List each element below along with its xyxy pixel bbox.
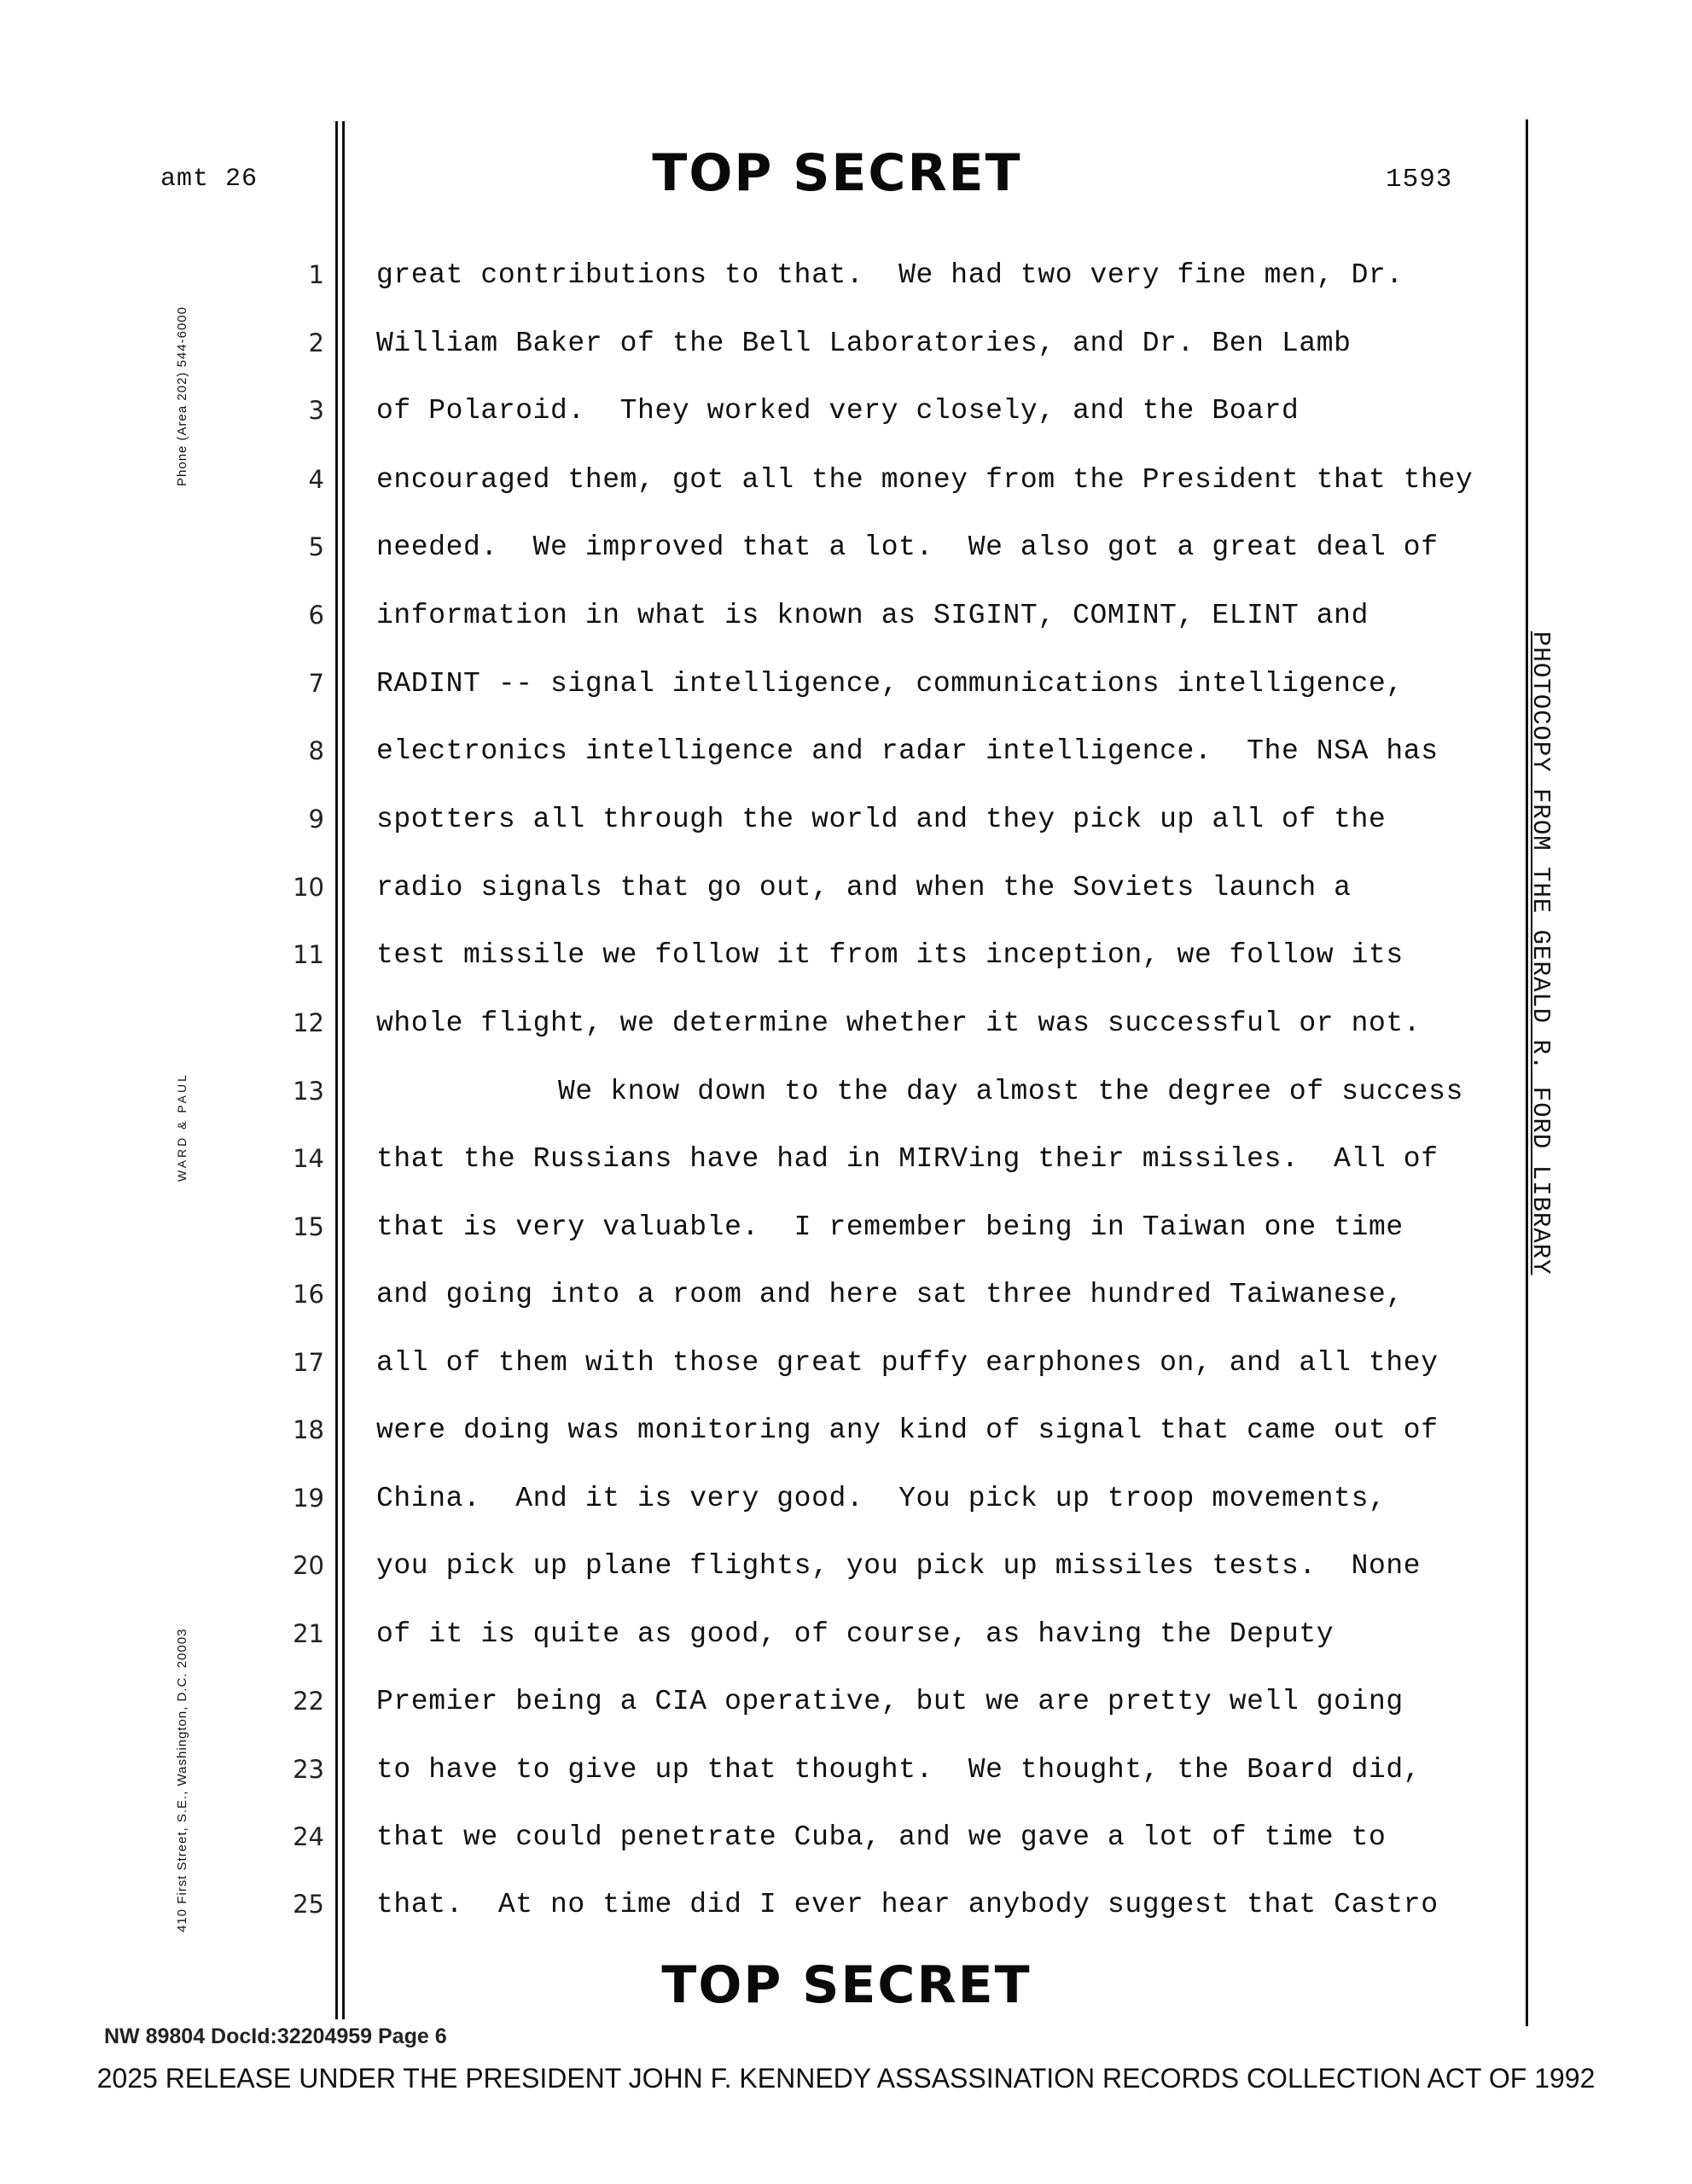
line-number: 14	[293, 1144, 324, 1173]
line-number: 4	[308, 465, 324, 494]
line-number: 7	[308, 669, 324, 698]
transcript-line: you pick up plane flights, you pick up missiles tests. None	[376, 1550, 1422, 1582]
transcript-line: that. At no time did I ever hear anybody suggest that Castro	[376, 1889, 1439, 1920]
transcript-line: RADINT -- signal intelligence, communications intelligence,	[376, 668, 1404, 700]
line-number: 15	[293, 1212, 324, 1241]
line-number: 10	[293, 873, 324, 902]
top-secret-stamp-top: TOP SECRET	[652, 143, 1022, 203]
line-number: 11	[293, 940, 324, 969]
transcript-line: great contributions to that. We had two very fine men, Dr.	[376, 259, 1404, 291]
line-number: 24	[293, 1822, 324, 1851]
transcript-line: electronics intelligence and radar intelligence. The NSA has	[376, 735, 1439, 767]
line-number: 6	[308, 601, 324, 630]
document-id: NW 89804 DocId:32204959 Page 6	[104, 2024, 447, 2048]
transcript-line: China. And it is very good. You pick up troop movements,	[376, 1483, 1387, 1514]
transcript-line: of it is quite as good, of course, as having the Deputy	[376, 1618, 1334, 1650]
line-number: 13	[293, 1077, 324, 1106]
sheet-id: amt 26	[160, 165, 259, 194]
transcript-line: radio signals that go out, and when the Soviets launch a	[376, 872, 1352, 903]
line-number: 3	[308, 396, 324, 425]
line-number: 22	[293, 1687, 324, 1716]
margin-address: 410 First Street, S.E., Washington, D.C. 20003	[175, 1628, 189, 1932]
line-number: 12	[293, 1008, 324, 1037]
release-notice: 2025 RELEASE UNDER THE PRESIDENT JOHN F. KENNEDY ASSASSINATION RECORDS COLLECTION ACT OF 1992	[96, 2063, 1596, 2094]
margin-double-rule-inner	[342, 121, 345, 2019]
transcript-line: We know down to the day almost the degree of success	[558, 1076, 1463, 1107]
line-number: 18	[293, 1415, 324, 1444]
transcript-line: whole flight, we determine whether it was successful or not.	[376, 1008, 1422, 1039]
transcript-line: needed. We improved that a lot. We also got a great deal of	[376, 531, 1439, 563]
transcript-line: of Polaroid. They worked very closely, and the Board	[376, 395, 1300, 427]
transcript-line: Premier being a CIA operative, but we are pretty well going	[376, 1686, 1404, 1717]
transcript-line: William Baker of the Bell Laboratories, and Dr. Ben Lamb	[376, 328, 1352, 359]
line-number: 23	[293, 1755, 324, 1784]
line-number: 25	[293, 1890, 324, 1919]
transcript-line: test missile we follow it from its inception, we follow its	[376, 939, 1404, 971]
margin-firm-name: WARD & PAUL	[175, 1072, 189, 1182]
transcript-line: all of them with those great puffy earphones on, and all they	[376, 1347, 1439, 1379]
line-number: 2	[308, 328, 324, 357]
transcript-line: that is very valuable. I remember being in Taiwan one time	[376, 1211, 1404, 1243]
line-number: 5	[308, 532, 324, 561]
library-credit: PHOTOCOPY FROM THE GERALD R. FORD LIBRARY	[1526, 631, 1555, 1275]
transcript-line: and going into a room and here sat three hundred Taiwanese,	[376, 1279, 1404, 1310]
margin-phone: Phone (Area 202) 544-6000	[175, 306, 189, 486]
line-number: 19	[293, 1484, 324, 1513]
line-number: 9	[308, 804, 324, 834]
page-number: 1593	[1386, 165, 1453, 195]
transcript-line: spotters all through the world and they pick up all of the	[376, 804, 1387, 835]
top-secret-stamp-bottom: TOP SECRET	[661, 1955, 1032, 2015]
line-number: 17	[293, 1348, 324, 1377]
margin-double-rule-outer	[335, 121, 338, 2019]
line-number: 8	[308, 736, 324, 765]
transcript-line: that we could penetrate Cuba, and we gave a lot of time to	[376, 1821, 1387, 1853]
line-number: 21	[293, 1619, 324, 1648]
line-number: 16	[293, 1280, 324, 1309]
transcript-line: that the Russians have had in MIRVing their missiles. All of	[376, 1143, 1439, 1175]
transcript-line: encouraged them, got all the money from the President that they	[376, 464, 1474, 496]
transcript-line: were doing was monitoring any kind of signal that came out of	[376, 1414, 1439, 1446]
line-number: 1	[308, 260, 324, 289]
transcript-line: to have to give up that thought. We thought, the Board did,	[376, 1754, 1422, 1786]
line-number: 20	[293, 1551, 324, 1580]
transcript-line: information in what is known as SIGINT, COMINT, ELINT and	[376, 600, 1369, 631]
